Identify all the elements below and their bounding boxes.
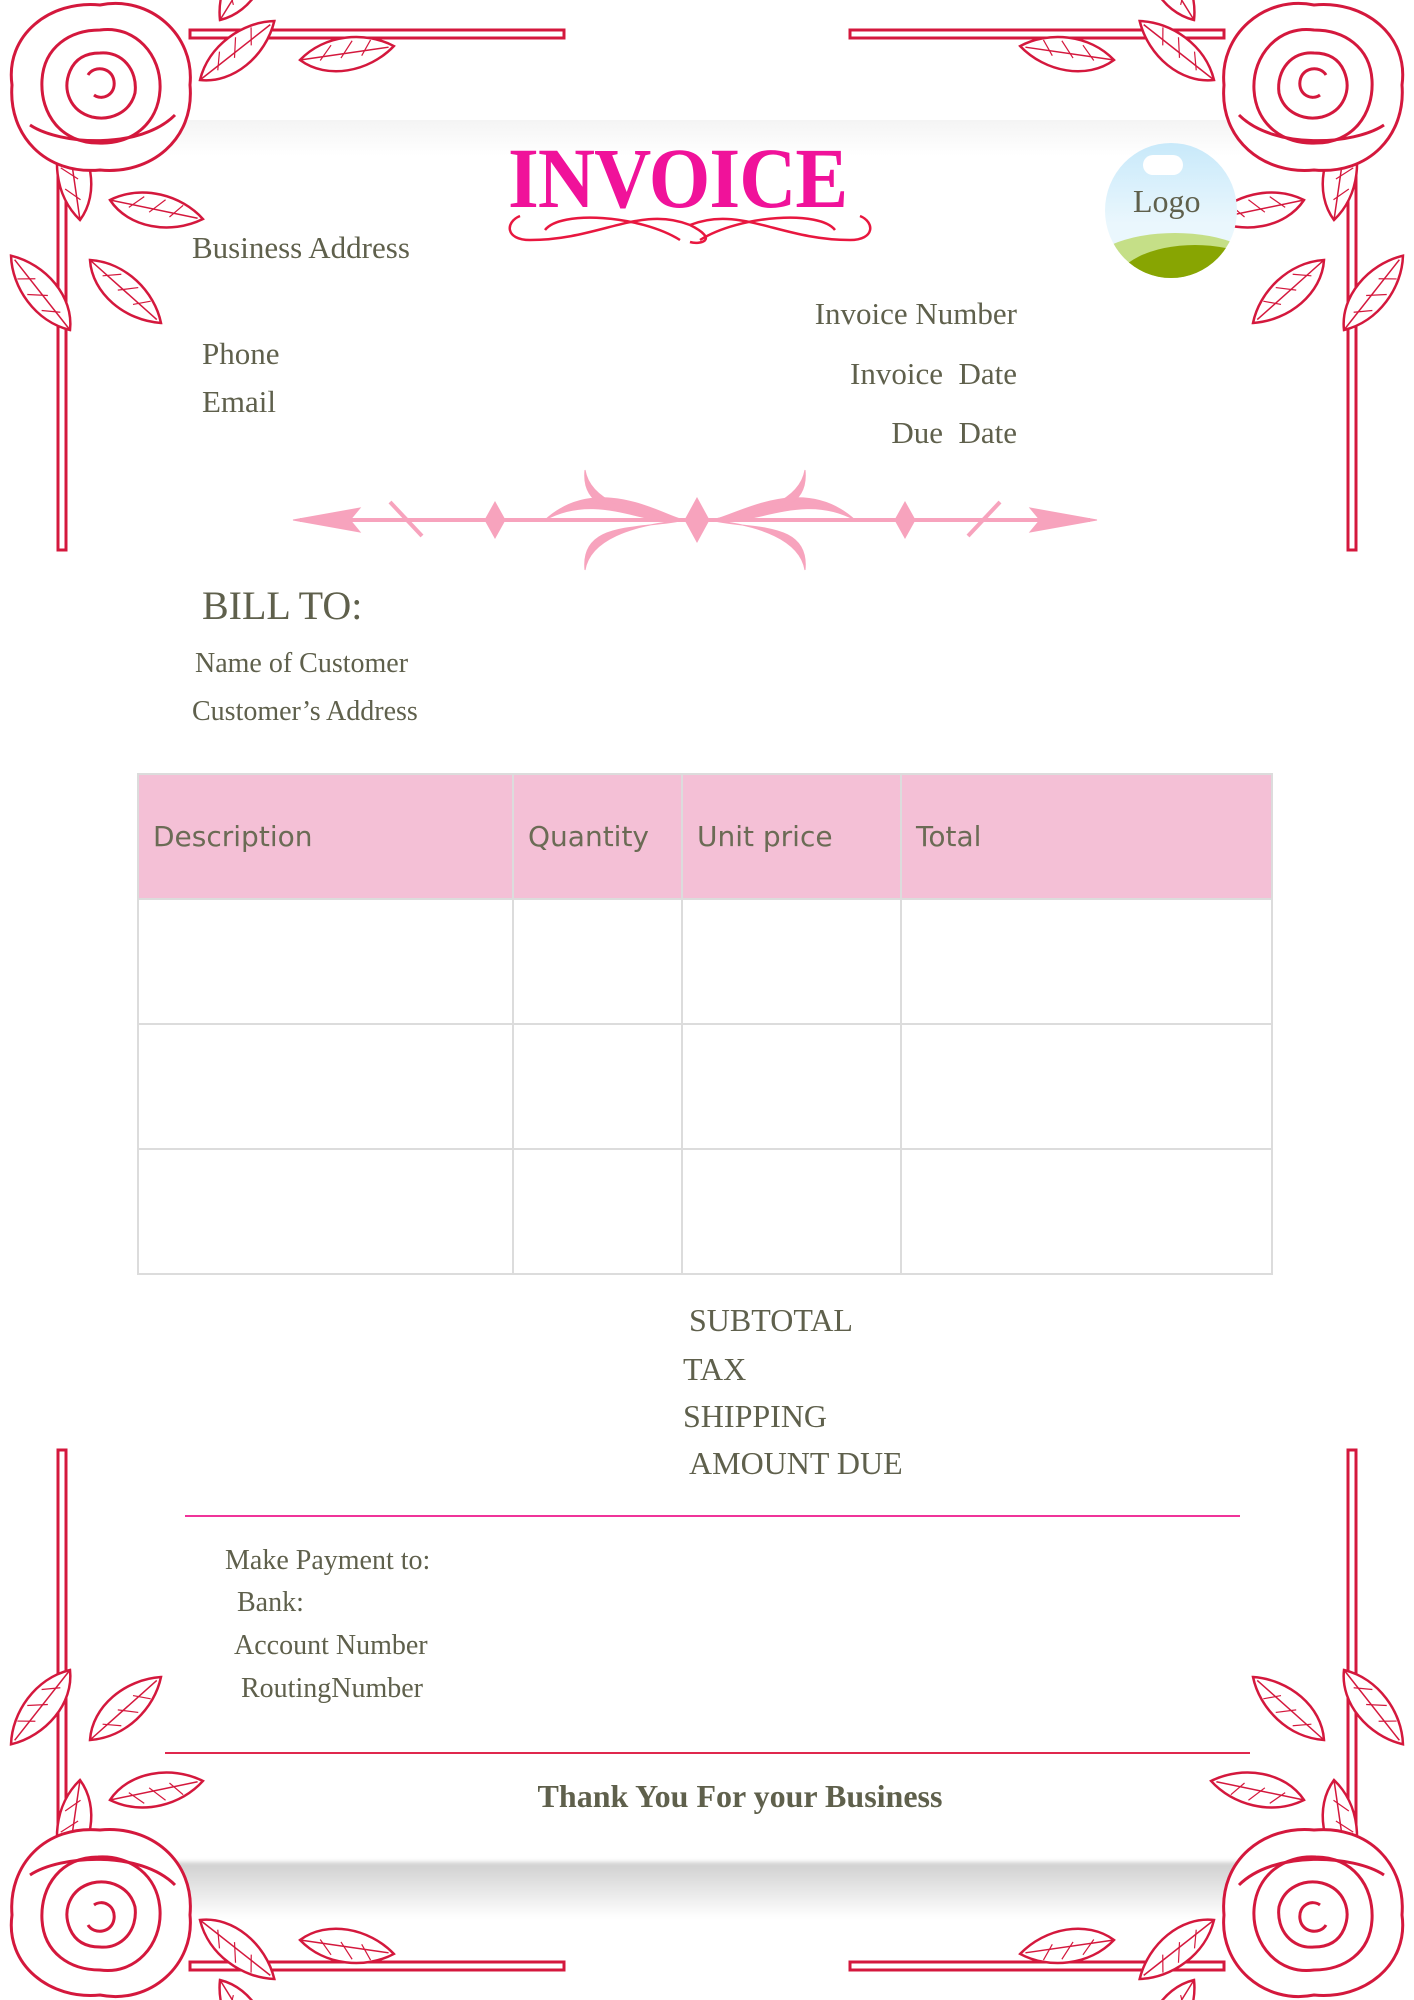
payment-heading: Make Payment to: — [225, 1545, 431, 1576]
cloud-icon — [1143, 155, 1183, 175]
divider — [185, 1515, 1240, 1517]
bill-to-heading: BILL TO: — [202, 583, 363, 628]
table-row — [138, 1149, 1272, 1274]
cell[interactable] — [682, 899, 901, 1024]
cell[interactable] — [682, 1149, 901, 1274]
subtotal-label: SUBTOTAL — [689, 1302, 853, 1338]
cell[interactable] — [138, 1149, 513, 1274]
table-row — [138, 1024, 1272, 1149]
divider — [165, 1752, 1250, 1754]
logo-placeholder[interactable] — [1105, 143, 1237, 278]
account-number-label: Account Number — [234, 1630, 428, 1661]
table-header-row — [138, 774, 1272, 899]
cell[interactable] — [138, 899, 513, 1024]
cell[interactable] — [901, 899, 1272, 1024]
routing-number-label: RoutingNumber — [241, 1673, 423, 1704]
cell[interactable] — [901, 1149, 1272, 1274]
cell[interactable] — [513, 899, 682, 1024]
arrow-divider — [293, 470, 1097, 570]
logo-text: Logo — [1133, 183, 1201, 219]
header-total: Total — [901, 774, 1272, 899]
cell[interactable] — [138, 1024, 513, 1149]
due-date: Due Date — [891, 415, 1017, 450]
tax-label: TAX — [683, 1351, 747, 1387]
invoice-title: INVOICE — [508, 130, 848, 226]
customer-name: Name of Customer — [195, 648, 409, 679]
email: Email — [202, 384, 277, 419]
shipping-label: SHIPPING — [683, 1398, 828, 1434]
bank-label: Bank: — [237, 1587, 304, 1618]
cell[interactable] — [513, 1149, 682, 1274]
header-unit-price: Unit price — [682, 774, 901, 899]
thank-you-message: Thank You For your Business — [537, 1778, 943, 1814]
invoice-date: Invoice Date — [850, 356, 1017, 391]
header-description: Description — [138, 774, 513, 899]
cell[interactable] — [682, 1024, 901, 1149]
cell[interactable] — [513, 1024, 682, 1149]
line-items-table — [137, 773, 1273, 1275]
invoice-number: Invoice Number — [814, 296, 1017, 331]
cell[interactable] — [901, 1024, 1272, 1149]
customer-address: Customer’s Address — [192, 696, 418, 727]
amount-due-label: AMOUNT DUE — [689, 1445, 903, 1481]
phone: Phone — [202, 336, 280, 371]
table-row — [138, 899, 1272, 1024]
header-quantity: Quantity — [513, 774, 682, 899]
business-address: Business Address — [192, 230, 410, 265]
